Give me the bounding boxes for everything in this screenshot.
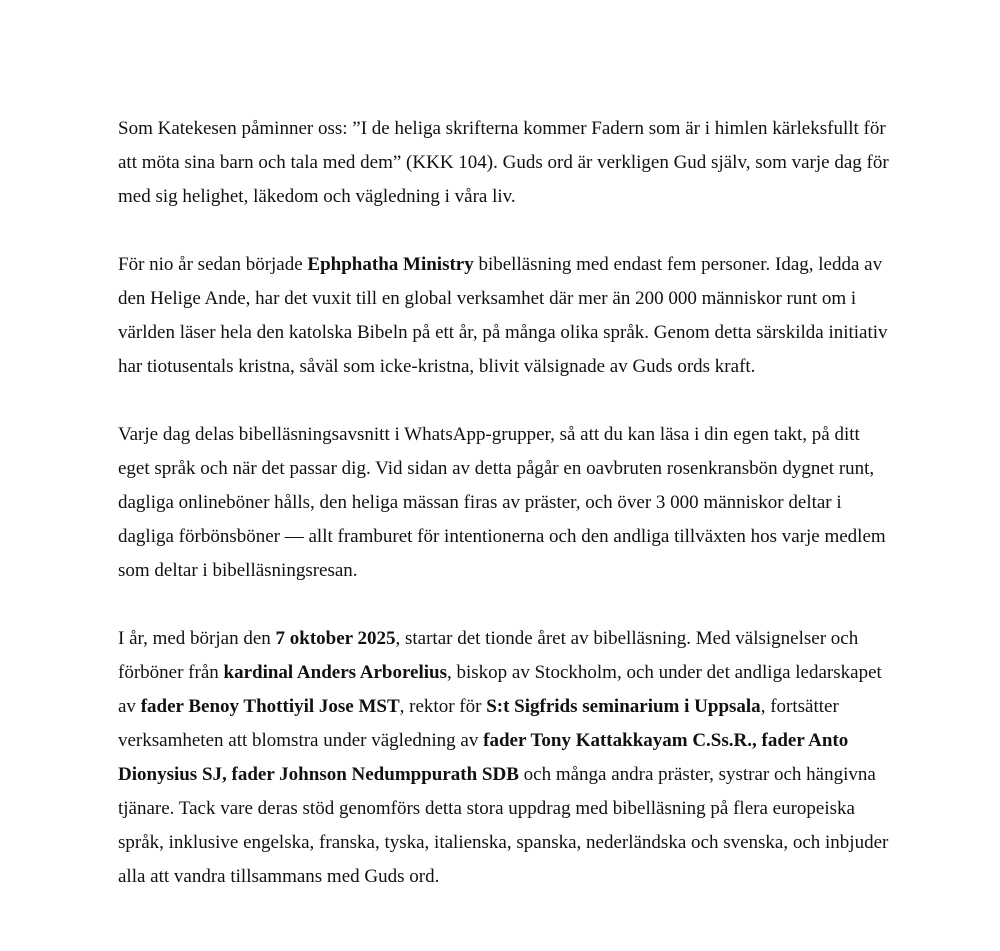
spiritual-leader-name: fader Benoy Thottiyil Jose MST [140, 696, 400, 717]
paragraph-text: Som Katekesen påminner oss: ”I de heliga skrifterna kommer Fadern som är i himlen kärleksfullt för att möta sina barn och tala med dem” (KKK 104). Guds ord är verkligen Gud själv, som varje dag för med sig helighet, läkedom och vägledning i våra liv. [118, 118, 889, 207]
paragraph-daily-activities [118, 418, 893, 588]
paragraph-text: , startar det tionde året av bibelläsning. Med välsignelser och förböner från [118, 628, 859, 683]
ministry-name: Ephphatha Ministry [307, 254, 474, 275]
document-body [118, 112, 893, 894]
paragraph-text: , fortsätter verksamheten att blomstra under vägledning av [118, 696, 839, 751]
cardinal-name: kardinal Anders Arborelius [223, 662, 447, 683]
paragraph-text: och många andra präster, systrar och hängivna tjänare. Tack vare deras stöd genomförs detta stora uppdrag med bibelläsning på flera europeiska språk, inklusive engelska, franska, tyska, italienska, spanska, nederländska och svenska, och inbjuder alla att vandra tillsammans med Guds ord. [118, 764, 889, 887]
paragraph-text: bibelläsning med endast fem personer. Idag, ledda av den Helige Ande, har det vuxit till en global verksamhet där mer än 200 000 människor runt om i världen läser hela den katolska Bibeln på ett år, på många olika språk. Genom detta särskilda initiativ har tiotusentals kristna, såväl som icke-kristna, blivit välsignade av Guds ords kraft. [118, 254, 888, 377]
guiding-priests-names: fader Tony Kattakkayam C.Ss.R., fader Anto Dionysius SJ, fader Johnson Nedumppurath SDB [118, 730, 849, 785]
paragraph-text: , rektor för [399, 696, 487, 717]
seminary-name: S:t Sigfrids seminarium i Uppsala [486, 696, 761, 717]
paragraph-tenth-year [118, 622, 893, 894]
paragraph-text: Varje dag delas bibelläsningsavsnitt i WhatsApp-grupper, så att du kan läsa i din egen takt, på ditt eget språk och när det passar dig. Vid sidan av detta pågår en oavbruten rosenkransbön dygnet runt, dagliga onlineböner hålls, den heliga mässan firas av präster, och över 3 000 människor deltar i dagliga förbönsböner — allt framburet för intentionerna och den andliga tillväxten hos varje medlem som deltar i bibelläsningsresan. [118, 424, 886, 581]
paragraph-catechism [118, 112, 893, 214]
paragraph-text: I år, med början den [118, 628, 276, 649]
start-date: 7 oktober 2025 [275, 628, 396, 649]
paragraph-text: För nio år sedan började [118, 254, 308, 275]
paragraph-text: , biskop av Stockholm, och under det andliga ledarskapet av [118, 662, 882, 717]
paragraph-ministry-history [118, 248, 893, 384]
